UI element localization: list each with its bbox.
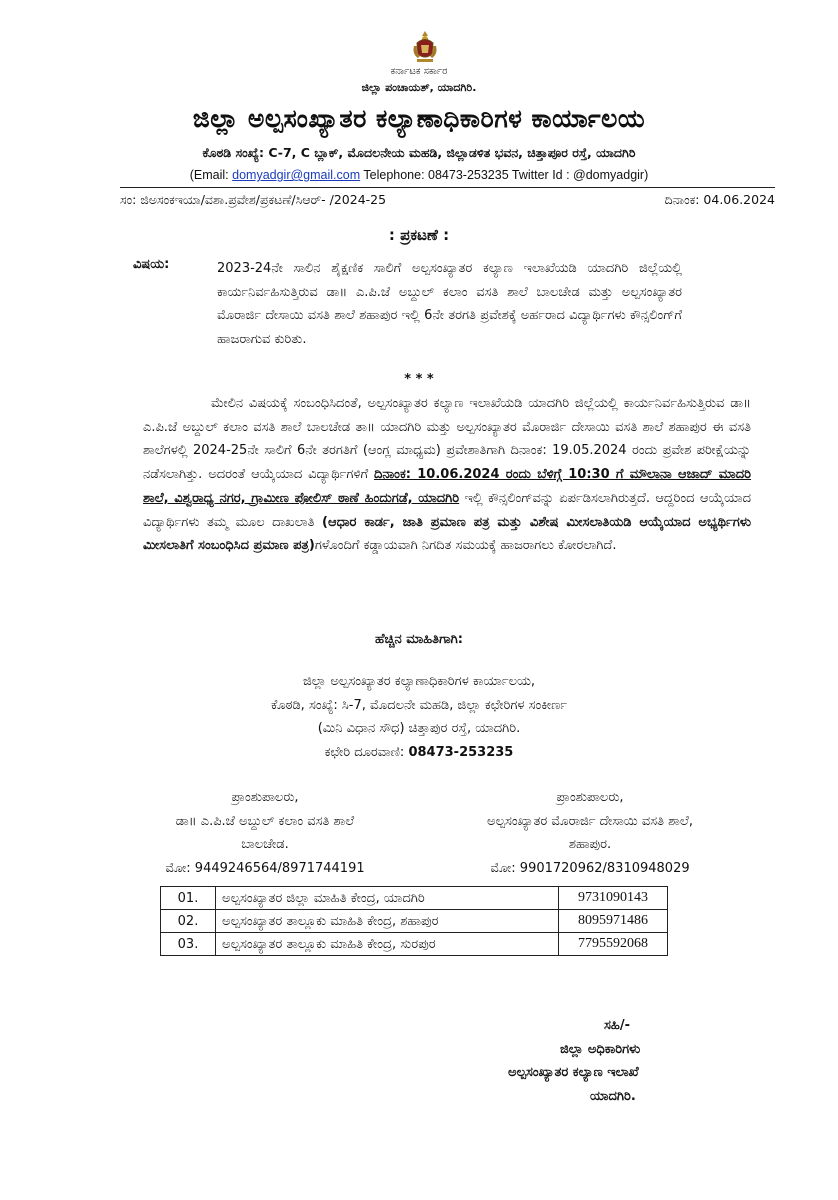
email-prefix: (Email: <box>189 168 233 182</box>
required-documents: (ಆಧಾರ ಕಾರ್ಡ, ಜಾತಿ ಪ್ರಮಾಣ ಪತ್ರ ಮತ್ತು ವಿಶೇಷ ಮೀಸಲಾತಿಯಡಿ ಆಯ್ಕೆಯಾದ ಅಭ್ಯರ್ಥಿಗಳು ಮೀಸಲಾತಿಗೆ ಸಂಬಂಧಿಸಿದ ಪ್ರಮಾಣ ಪತ್ರ) <box>143 514 752 554</box>
centre-phone: 8095971486 <box>559 910 668 933</box>
notice-heading: : ಪ್ರಕಟಣೆ : <box>388 226 450 244</box>
office-address: ಕೊಠಡಿ ಸಂಖ್ಯೆ: C-7, C ಬ್ಲಾಕ್, ಮೊದಲನೇಯ ಮಹಡಿ, ಜಿಲ್ಲಾಡಳಿತ ಭವನ, ಚಿತ್ತಾಪೂರ ರಸ್ತೆ, ಯಾದಗಿರಿ <box>202 145 636 160</box>
office-phone-line <box>0 741 838 765</box>
info-centres-table <box>160 886 668 956</box>
principal-school: ಅಲ್ಪಸಂಖ್ಯಾತರ ಮೊರಾರ್ಜಿ ದೇಸಾಯಿ ವಸತಿ ಶಾಲೆ, <box>487 813 693 829</box>
zilla-panchayat-label: ಜಿಲ್ಲಾ ಪಂಚಾಯತ್, ಯಾದಗಿರಿ. <box>361 81 477 94</box>
karnataka-emblem-icon <box>410 30 440 66</box>
table-row <box>161 933 668 956</box>
notice-date: ದಿನಾಂಕ: 04.06.2024 <box>664 192 775 207</box>
phone-twitter: Telephone: 08473-253235 Twitter Id : @domyadgir) <box>360 168 649 182</box>
office-title: ಜಿಲ್ಲಾ ಅಲ್ಪಸಂಖ್ಯಾತರ ಕಲ್ಯಾಣಾಧಿಕಾರಿಗಳ ಕಾರ್ಯಾಲಯ <box>192 104 646 133</box>
signature-sd: ಸಹಿ/- <box>604 1018 630 1033</box>
more-info-heading: ಹೆಚ್ಚಿನ ಮಾಹಿತಿಗಾಗಿ: <box>374 632 463 647</box>
subject-text: 2023-24ನೇ ಸಾಲಿನ ಶೈಕ್ಷಣಿಕ ಸಾಲಿಗೆ ಅಲ್ಪಸಂಖ್ಯಾತರ ಕಲ್ಯಾಣ ಇಲಾಖೆಯಡಿ ಯಾದಗಿರಿ ಜಿಲ್ಲೆಯಲ್ಲಿ ಕಾರ್ಯನಿರ್ವಹಿಸುತ್ತಿರುವ ಡಾ॥ ಎ.ಪಿ.ಜೆ ಅಬ್ದುಲ್ ಕಲಾಂ ವಸತಿ ಶಾಲೆ ಬಾಲಚೇಡ ಮತ್ತು ಅಲ್ಪಸಂಖ್ಯಾತರ ಮೊರಾರ್ಜಿ ದೇಸಾಯಿ ವಸತಿ ಶಾಲೆ ಶಹಾಪುರ ಇಲ್ಲಿ 6ನೇ ತರಗತಿ ಪ್ರವೇಶಕ್ಕೆ ಅರ್ಹರಾದ ವಿದ್ಯಾರ್ಥಿಗಳು ಕೌನ್ಸಲಿಂಗ್‌ಗೆ ಹಾಜರಾಗುವ ಕುರಿತು. <box>217 261 682 347</box>
centre-name: ಅಲ್ಪಸಂಖ್ಯಾತರ ತಾಲ್ಲೂಕು ಮಾಹಿತಿ ಕೇಂದ್ರ, ಸುರಪುರ <box>216 933 559 956</box>
office-phone: 08473-253235 <box>408 744 514 760</box>
contact-line <box>0 168 838 182</box>
body-part-2: ಇಲ್ಲಿ ಕೌನ್ಸಲಿಂಗ್‌ವನ್ನು ಏರ್ಪಡಿಸಲಾಗಿರುತ್ತದೆ. ಆದ್ದರಿಂದ ಆಯ್ಕೆಯಾದ ವಿದ್ಯಾರ್ಥಿಗಳು ತಮ್ಮ ಮೂಲ ದಾಖಲಾತಿ <box>143 490 751 530</box>
centre-name: ಅಲ್ಪಸಂಖ್ಯಾತರ ಜಿಲ್ಲಾ ಮಾಹಿತಿ ಕೇಂದ್ರ, ಯಾದಗಿರಿ <box>216 887 559 910</box>
principal-block <box>120 786 410 880</box>
principal-block <box>420 786 760 880</box>
more-info-address <box>0 670 838 764</box>
principal-title: ಪ್ರಾಂಶುಪಾಲರು, <box>231 790 299 805</box>
principal-place: ಬಾಲಚೇಡ. <box>241 837 289 852</box>
email-link[interactable]: domyadgir@gmail.com <box>232 168 361 182</box>
centre-phone: 9731090143 <box>559 887 668 910</box>
signature-block <box>508 1014 720 1108</box>
reference-line <box>120 187 775 208</box>
signature-line: ಜಿಲ್ಲಾ ಅಧಿಕಾರಿಗಳು <box>560 1041 641 1057</box>
body-part-3: ಗಳೊಂದಿಗೆ ಕಡ್ಡಾಯವಾಗಿ ನಿಗದಿತ ಸಮಯಕ್ಕೆ ಹಾಜರಾಗಲು ಕೋರಲಾಗಿದೆ. <box>314 538 617 554</box>
principal-mobile: ಮೋ: 9449246564/8971744191 <box>165 860 365 876</box>
row-number: 03. <box>161 933 216 956</box>
principal-title: ಪ್ರಾಂಶುಪಾಲರು, <box>556 790 624 805</box>
more-info-line: (ಮಿನಿ ವಿಧಾನ ಸೌಧ) ಚಿತ್ತಾಪುರ ರಸ್ತೆ, ಯಾದಗಿರಿ. <box>317 721 521 736</box>
principal-school: ಡಾ॥ ಎ.ಪಿ.ಜೆ ಅಬ್ದುಲ್ ಕಲಾಂ ವಸತಿ ಶಾಲೆ <box>175 813 355 829</box>
centre-phone: 7795592068 <box>559 933 668 956</box>
signature-line: ಅಲ್ಪಸಂಖ್ಯಾತರ ಕಲ್ಯಾಣ ಇಲಾಖೆ <box>508 1065 639 1080</box>
more-info-line: ಜಿಲ್ಲಾ ಅಲ್ಪಸಂಖ್ಯಾತರ ಕಲ್ಯಾಣಾಧಿಕಾರಿಗಳ ಕಾರ್ಯಾಲಯ, <box>302 674 536 689</box>
row-number: 02. <box>161 910 216 933</box>
subject-label: ವಿಷಯ: <box>133 257 170 272</box>
counselling-venue: ದಿನಾಂಕ: 10.06.2024 ರಂದು ಬೆಳಿಗ್ಗೆ 10:30 ಗೆ ಮೌಲಾನಾ ಆಜಾದ್ ಮಾದರಿ ಶಾಲೆ, ವಿಶ್ವರಾಧ್ಯ ನಗರ, ಗ್ರಾಮೀಣ ಪೋಲಿಸ್ ಠಾಣೆ ಹಿಂದುಗಡೆ, ಯಾದಗಿರಿ <box>143 467 752 506</box>
table-row <box>161 910 668 933</box>
government-label: ಕರ್ನಾಟಕ ಸರ್ಕಾರ <box>390 66 448 77</box>
principal-mobile: ಮೋ: 9901720962/8310948029 <box>490 860 690 876</box>
centre-name: ಅಲ್ಪಸಂಖ್ಯಾತರ ತಾಲ್ಲೂಕು ಮಾಹಿತಿ ಕೇಂದ್ರ, ಶಹಾಪುರ <box>216 910 559 933</box>
more-info-line: ಕೊಠಡಿ, ಸಂಖ್ಯೆ: ಸಿ-7, ಮೊದಲನೇ ಮಹಡಿ, ಜಿಲ್ಲಾ ಕಛೇರಿಗಳ ಸಂಕೀರ್ಣ <box>270 697 568 713</box>
row-number: 01. <box>161 887 216 910</box>
notice-body <box>143 392 751 558</box>
body-part-1: ಮೇಲಿನ ವಿಷಯಕ್ಕೆ ಸಂಬಂಧಿಸಿದಂತೆ, ಅಲ್ಪಸಂಖ್ಯಾತರ ಕಲ್ಯಾಣ ಇಲಾಖೆಯಡಿ ಯಾದಗಿರಿ ಜಿಲ್ಲೆಯಲ್ಲಿ ಕಾರ್ಯನಿರ್ವಹಿಸುತ್ತಿರುವ ಡಾ॥ ಎ.ಪಿ.ಜೆ ಅಬ್ದುಲ್ ಕಲಾಂ ವಸತಿ ಶಾಲೆ ಬಾಲಚೇಡ ತಾ॥ ಯಾದಗಿರಿ ಮತ್ತು ಅಲ್ಪಸಂಖ್ಯಾತರ ಮೊರಾರ್ಜಿ ದೇಸಾಯಿ ವಸತಿ ಶಾಲೆ ಶಹಾಪುರ ಈ ವಸತಿ ಶಾಲೆಗಳಲ್ಲಿ 2024-25ನೇ ಸಾಲಿಗೆ 6ನೇ ತರಗತಿಗೆ (ಆಂಗ್ಲ ಮಾಧ್ಯಮ) ಪ್ರವೇಶಾತಿಗಾಗಿ ದಿನಾಂಕ: 19.05.2024 ರಂದು ಪ್ರವೇಶ ಪರೀಕ್ಷೆಯನ್ನು ನಡೆಸಲಾಗಿತ್ತು. ಅದರಂತೆ ಆಯ್ಕೆಯಾದ ವಿದ್ಯಾರ್ಥಿಗಳಿಗೆ <box>143 396 751 483</box>
reference-number: ಸಂ: ಜಿಅಸಂಕಇಯಾ/ವಶಾ.ಪ್ರವೇಶ/ಪ್ರಕಟಣೆ/ಸಿಆರ್- /2024-25 <box>120 192 387 207</box>
principal-place: ಶಹಾಪುರ. <box>568 837 612 852</box>
table-row <box>161 887 668 910</box>
signature-line: ಯಾದಗಿರಿ. <box>590 1088 636 1104</box>
separator: * * * <box>404 372 434 387</box>
office-phone-label: ಕಛೇರಿ ದೂರವಾಣಿ: <box>324 744 409 760</box>
